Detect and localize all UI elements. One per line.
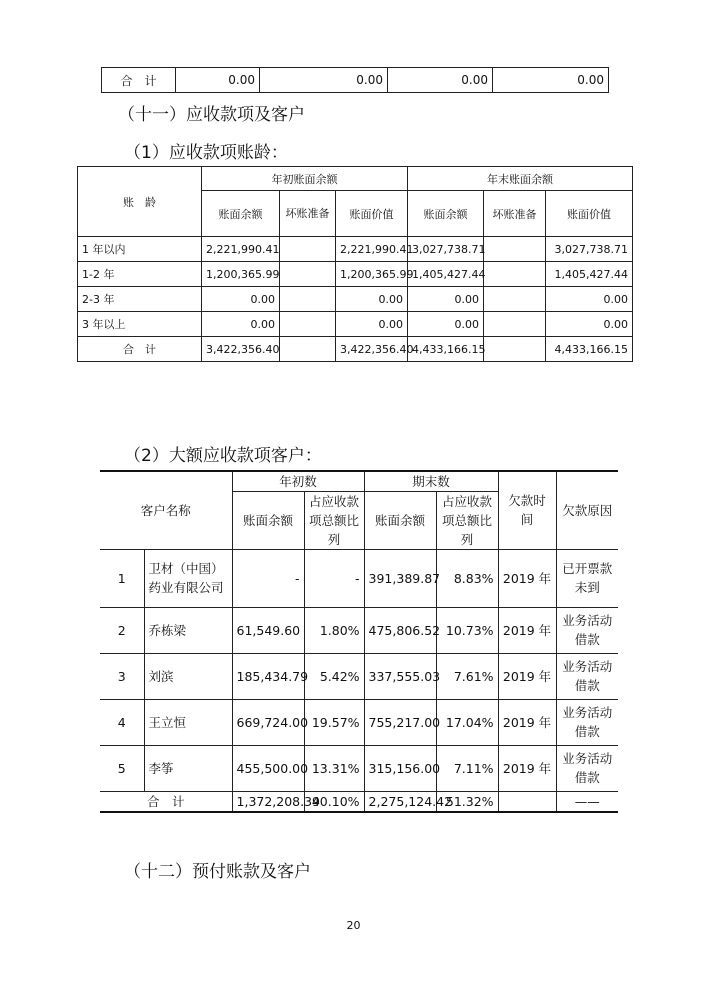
table-header-row: [78, 167, 633, 191]
cell: 0.00: [408, 312, 484, 337]
header-begin: 年初数: [232, 471, 364, 491]
cell: 2,221,990.41: [202, 237, 280, 262]
cell: 475,806.52: [364, 607, 436, 653]
table-row: [102, 68, 609, 93]
cell: [280, 312, 336, 337]
customer-name: 刘滨: [144, 653, 232, 699]
cell: 19.57%: [304, 699, 364, 745]
cell: 315,156.00: [364, 745, 436, 791]
cell: 2,221,990.41: [336, 237, 408, 262]
subheader: 账面余额: [408, 191, 484, 237]
cell: -: [304, 549, 364, 607]
subsection-heading: （2）大额应收款项客户：: [124, 446, 322, 466]
cell: 17.04%: [436, 699, 498, 745]
cell: 0.00: [336, 287, 408, 312]
table-row: [78, 237, 633, 262]
subheader: 账面价值: [336, 191, 408, 237]
header-arrears-time: 欠款时间: [498, 471, 556, 549]
subheader: 账面价值: [546, 191, 633, 237]
table-row: [100, 699, 618, 745]
section-heading: （十一）应收款项及客户: [118, 105, 305, 125]
cell: 8.83%: [436, 549, 498, 607]
cell: 业务活动借款: [556, 653, 618, 699]
cell: 7.61%: [436, 653, 498, 699]
row-number: 3: [100, 653, 144, 699]
subheader: 坏账准备: [280, 191, 336, 237]
table-row: [100, 653, 618, 699]
cell: 业务活动借款: [556, 745, 618, 791]
cell: [484, 312, 546, 337]
row-label: 2-3 年: [78, 287, 202, 312]
cell: 2019 年: [498, 607, 556, 653]
section-heading: （十二）预付账款及客户: [124, 862, 311, 882]
cell: 业务活动借款: [556, 699, 618, 745]
total-label: 合 计: [102, 68, 176, 93]
header-begin-balance: 年初账面余额: [202, 167, 408, 191]
cell: 40.10%: [304, 791, 364, 812]
header-age: 账 龄: [78, 167, 202, 237]
subheader: 账面余额: [232, 491, 304, 549]
header-end-balance: 年末账面余额: [408, 167, 633, 191]
cell: [484, 287, 546, 312]
cell: 0.00: [202, 312, 280, 337]
row-number: 1: [100, 549, 144, 607]
table-row: [78, 262, 633, 287]
page-number: 20: [346, 919, 361, 932]
cell: 1,405,427.44: [408, 262, 484, 287]
header-customer-name: 客户名称: [100, 471, 232, 549]
subheader: 占应收款项总额比列: [436, 491, 498, 549]
cell: 4,433,166.15: [408, 337, 484, 362]
customer-name: 乔栋梁: [144, 607, 232, 653]
subheader: 占应收款项总额比列: [304, 491, 364, 549]
row-number: 4: [100, 699, 144, 745]
row-number: 2: [100, 607, 144, 653]
table-row: [100, 549, 618, 607]
cell: 3,027,738.71: [408, 237, 484, 262]
row-label: 3 年以上: [78, 312, 202, 337]
cell: [484, 337, 546, 362]
cell: 51.32%: [436, 791, 498, 812]
cell: 61,549.60: [232, 607, 304, 653]
cell: 10.73%: [436, 607, 498, 653]
row-label: 合 计: [100, 791, 232, 812]
cell: [498, 791, 556, 812]
cell: 0.00: [336, 312, 408, 337]
cell: 755,217.00: [364, 699, 436, 745]
cell: 2019 年: [498, 699, 556, 745]
customer-name: 卫材（中国）药业有限公司: [144, 549, 232, 607]
cell: 5.42%: [304, 653, 364, 699]
subheader: 账面余额: [202, 191, 280, 237]
cell: 1,200,365.99: [336, 262, 408, 287]
customer-table: [100, 470, 618, 813]
cell: 业务活动借款: [556, 607, 618, 653]
cell: 0.00: [202, 287, 280, 312]
cell: 455,500.00: [232, 745, 304, 791]
cell: 13.31%: [304, 745, 364, 791]
total-value: 0.00: [493, 68, 609, 93]
cell: 3,027,738.71: [546, 237, 633, 262]
cell: 2019 年: [498, 653, 556, 699]
aging-table: [77, 166, 633, 362]
cell: 已开票款未到: [556, 549, 618, 607]
table-total-row: [78, 337, 633, 362]
cell: 1,372,208.39: [232, 791, 304, 812]
row-label: 1-2 年: [78, 262, 202, 287]
table-header-row: [100, 471, 618, 491]
total-value: 0.00: [388, 68, 493, 93]
cell: 1.80%: [304, 607, 364, 653]
cell: 0.00: [546, 287, 633, 312]
customer-name: 王立恒: [144, 699, 232, 745]
cell: 669,724.00: [232, 699, 304, 745]
cell: 1,405,427.44: [546, 262, 633, 287]
total-value: 0.00: [260, 68, 388, 93]
subsection-heading: （1）应收款项账龄：: [124, 143, 288, 163]
table-row: [78, 312, 633, 337]
header-arrears-reason: 欠款原因: [556, 471, 618, 549]
cell: 7.11%: [436, 745, 498, 791]
cell: 337,555.03: [364, 653, 436, 699]
cell: ——: [556, 791, 618, 812]
cell: 1,200,365.99: [202, 262, 280, 287]
row-label: 合 计: [78, 337, 202, 362]
subheader: 坏账准备: [484, 191, 546, 237]
cell: [280, 237, 336, 262]
cell: 3,422,356.40: [336, 337, 408, 362]
subheader: 账面余额: [364, 491, 436, 549]
cell: [484, 237, 546, 262]
table-row: [100, 745, 618, 791]
row-label: 1 年以内: [78, 237, 202, 262]
cell: 0.00: [408, 287, 484, 312]
cell: -: [232, 549, 304, 607]
cell: 4,433,166.15: [546, 337, 633, 362]
table-row: [100, 607, 618, 653]
cell: [280, 337, 336, 362]
cell: 3,422,356.40: [202, 337, 280, 362]
cell: 2019 年: [498, 549, 556, 607]
total-value: 0.00: [176, 68, 260, 93]
cell: 391,389.87: [364, 549, 436, 607]
cell: 2,275,124.42: [364, 791, 436, 812]
row-number: 5: [100, 745, 144, 791]
cell: 185,434.79: [232, 653, 304, 699]
cell: [484, 262, 546, 287]
table-row: [78, 287, 633, 312]
cell: 0.00: [546, 312, 633, 337]
cell: [280, 262, 336, 287]
table-total-row: [100, 791, 618, 812]
header-end: 期末数: [364, 471, 498, 491]
cell: 2019 年: [498, 745, 556, 791]
customer-name: 李筝: [144, 745, 232, 791]
cell: [280, 287, 336, 312]
top-total-table: [101, 67, 609, 93]
